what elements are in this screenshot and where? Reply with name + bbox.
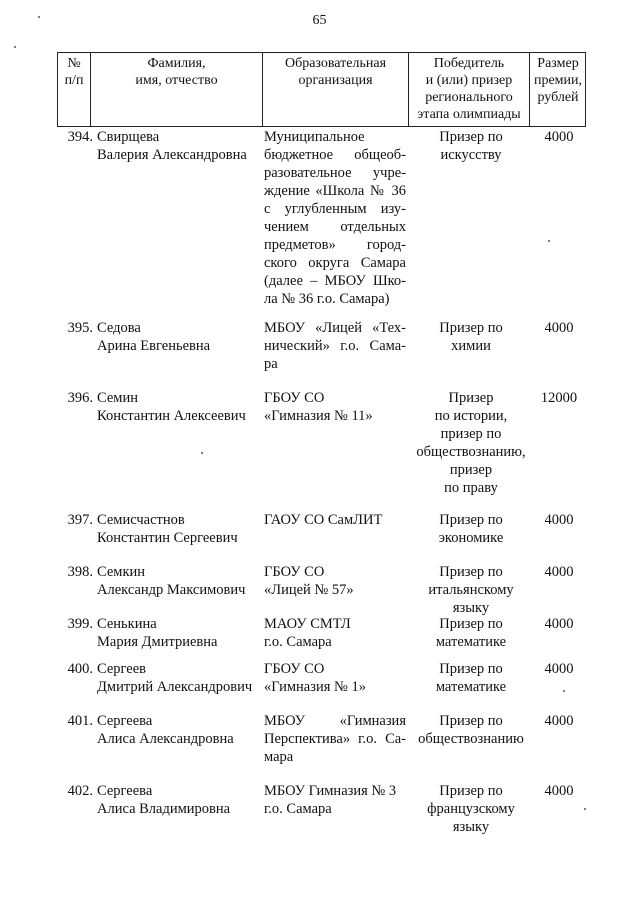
scan-speck [584,808,586,810]
row-award: Призер по экономике [438,512,504,546]
table-border-top [57,52,586,53]
row-name: Семисчастнов Константин Сергеевич [97,512,238,546]
header-prize: Размер премии, рублей [533,56,583,105]
header-name: Фамилия, имя, отчество [135,56,218,88]
row-award: Призер по математике [435,616,507,650]
row-organization: МАОУ СМТЛ г.о. Самара [264,616,351,650]
row-prize: 12000 [540,390,578,406]
row-name: Свирщева Валерия Александровна [97,129,247,163]
row-number: 401. [67,713,93,729]
row-prize: 4000 [544,661,574,677]
row-prize: 4000 [544,512,574,528]
scan-speck [563,690,565,692]
row-number: 398. [67,564,93,580]
row-award: Призер по истории, призер по обществознанию, призер по праву [416,390,526,496]
row-award: Призер по французскому языку [427,783,515,835]
row-name: Семкин Александр Максимович [97,564,246,598]
row-number: 394. [67,129,93,145]
row-prize: 4000 [544,783,574,799]
scan-speck [14,46,16,48]
row-name: Сергеева Алиса Александровна [97,713,234,747]
row-number: 402. [67,783,93,799]
row-organization: ГБОУ СО «Лицей № 57» [264,564,354,598]
row-name: Сенькина Мария Дмитриевна [97,616,218,650]
row-number: 395. [67,320,93,336]
row-award: Призер по химии [439,320,503,354]
header-award: Победитель и (или) призер регионального этапа олимпиады [417,56,521,122]
header-organization: Образовательная организация [284,56,387,88]
row-award: Призер по математике [435,661,507,695]
row-number: 396. [67,390,93,406]
row-organization: Муниципальное бюджетное общеоб-разовательное учре-ждение «Школа № 36 с углубленным изу-чением отдельных предметов» город-ского округа Самара (далее – МБОУ Шко-ла № 36 г.о. Самара) [264,129,406,307]
row-award: Призер по обществознанию [418,713,524,747]
row-organization: МБОУ «Гимназия Перспектива» г.о. Са-мара [264,713,406,765]
scan-speck [548,240,550,242]
row-prize: 4000 [544,320,574,336]
row-award: Призер по итальянскому языку [428,564,514,616]
row-organization: МБОУ «Лицей «Тех-нический» г.о. Сама-ра [264,320,406,372]
row-name: Сергеева Алиса Владимировна [97,783,231,817]
row-number: 397. [67,512,93,528]
row-name: Сергеев Дмитрий Александрович [97,661,253,695]
row-organization: МБОУ Гимназия № 3 г.о. Самара [264,783,397,817]
header-number: № п/п [64,56,84,88]
row-name: Семин Константин Алексеевич [97,390,246,424]
row-prize: 4000 [544,713,574,729]
row-number: 400. [67,661,93,677]
row-number: 399. [67,616,93,632]
scan-speck [38,16,40,18]
row-organization: ГБОУ СО «Гимназия № 1» [264,661,366,695]
row-name: Седова Арина Евгеньевна [97,320,211,354]
row-organization: ГБОУ СО «Гимназия № 11» [264,390,373,424]
page-number: 65 [312,13,327,28]
row-prize: 4000 [544,129,574,145]
scan-speck [201,452,203,454]
row-organization: ГАОУ СО СамЛИТ [264,512,383,528]
row-prize: 4000 [544,564,574,580]
table-border-header-bottom [57,126,586,127]
row-award: Призер по искусству [439,129,503,163]
row-prize: 4000 [544,616,574,632]
